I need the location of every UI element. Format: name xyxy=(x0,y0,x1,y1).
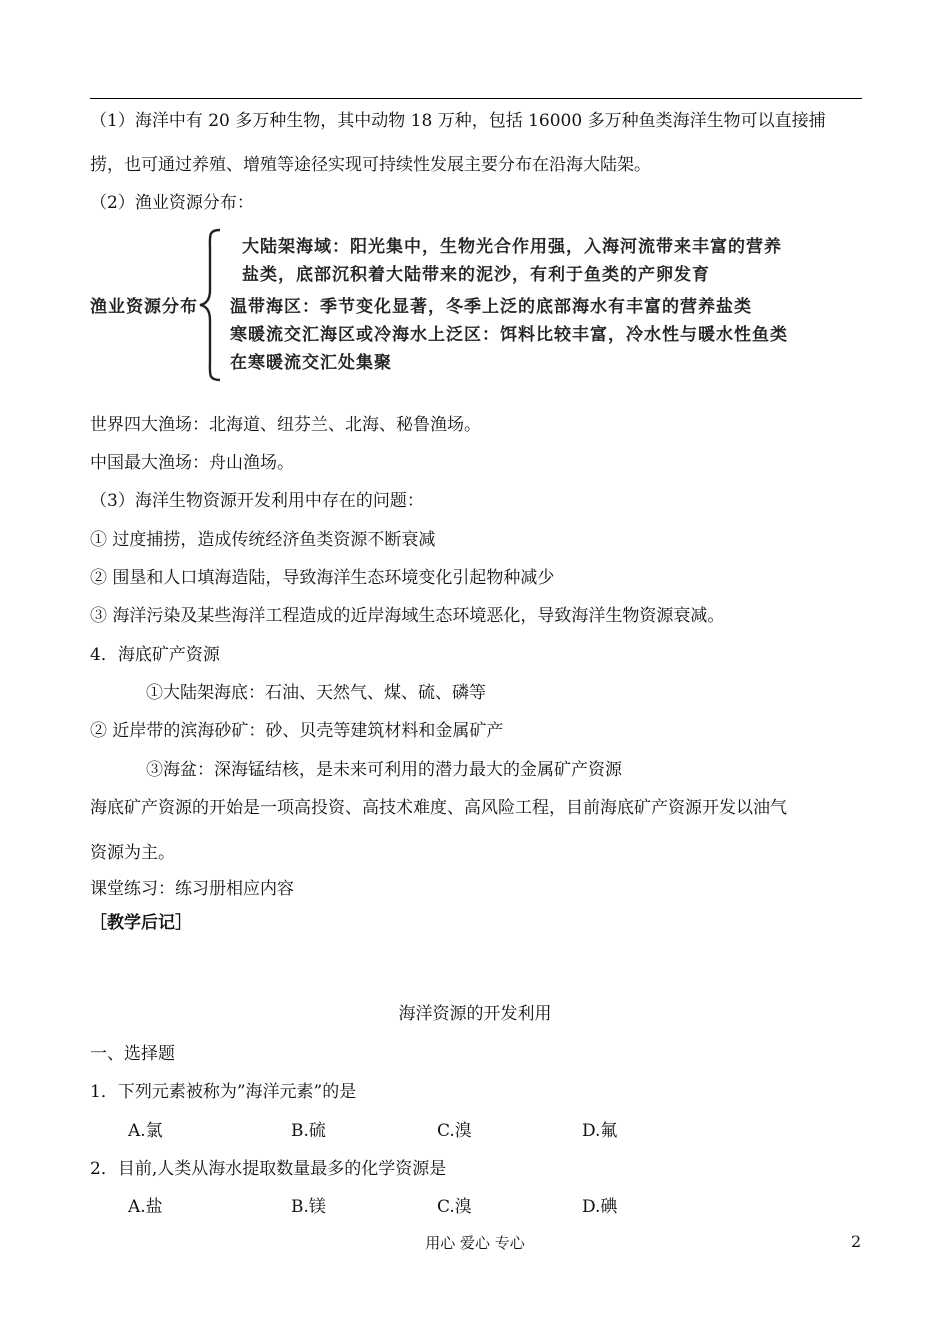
page-number: 2 xyxy=(851,1232,862,1251)
page-footer: 用心 爱心 专心 xyxy=(425,1234,525,1252)
quiz-title: 海洋资源的开发利用 xyxy=(398,1004,552,1024)
paragraph-2-heading: （2）渔业资源分布： xyxy=(90,193,254,213)
mineral-item-1: ①大陆架海底：石油、天然气、煤、硫、磷等 xyxy=(146,683,486,703)
problems-heading: （3）海洋生物资源开发利用中存在的问题： xyxy=(90,491,424,511)
problem-item-1: ① 过度捕捞，造成传统经济鱼类资源不断衰减 xyxy=(90,530,436,550)
mineral-item-3: ③海盆：深海锰结核，是未来可利用的潜力最大的金属矿产资源 xyxy=(146,760,622,780)
paragraph-1-line-1: （1）海洋中有 20 多万种生物，其中动物 18 万种，包括 16000 多万种鱼类海洋生物可以直接捕 xyxy=(90,111,826,131)
q2-option-d: D.碘 xyxy=(582,1197,618,1217)
figure-side-label: 渔业资源分布 xyxy=(90,297,198,317)
china-fishery: 中国最大渔场：舟山渔场。 xyxy=(90,453,294,473)
fishery-distribution-figure xyxy=(90,226,850,384)
q1-option-d: D.氟 xyxy=(582,1121,618,1141)
problem-item-2: ② 围垦和人口填海造陆，导致海洋生态环境变化引起物种减少 xyxy=(90,568,555,588)
q2-option-b: B.镁 xyxy=(291,1197,326,1217)
q1-option-c: C.溴 xyxy=(437,1121,472,1141)
world-fisheries: 世界四大渔场：北海道、纽芬兰、北海、秘鲁渔场。 xyxy=(90,415,481,435)
figure-line-2: 盐类，底部沉积着大陆带来的泥沙，有利于鱼类的产卵发育 xyxy=(242,265,710,285)
figure-line-4: 寒暖流交汇海区或冷海水上泛区：饵料比较丰富，冷水性与暖水性鱼类 xyxy=(230,325,788,345)
figure-line-3: 温带海区：季节变化显著，冬季上泛的底部海水有丰富的营养盐类 xyxy=(230,297,752,317)
question-2: 2．目前,人类从海水提取数量最多的化学资源是 xyxy=(90,1159,447,1179)
q2-option-c: C.溴 xyxy=(437,1197,472,1217)
problem-item-3: ③ 海洋污染及某些海洋工程造成的近岸海域生态环境恶化，导致海洋生物资源衰减。 xyxy=(90,606,725,626)
q1-option-a: A.氯 xyxy=(128,1121,163,1141)
development-line-2: 资源为主。 xyxy=(90,843,175,863)
teaching-notes-heading: ［教学后记］ xyxy=(90,913,192,933)
paragraph-1-line-2: 捞，也可通过养殖、增殖等途径实现可持续性发展主要分布在沿海大陆架。 xyxy=(90,155,651,175)
question-1: 1．下列元素被称为”海洋元素”的是 xyxy=(90,1082,357,1102)
development-line-1: 海底矿产资源的开始是一项高投资、高技术难度、高风险工程，目前海底矿产资源开发以油气 xyxy=(90,798,787,818)
q2-option-a: A.盐 xyxy=(128,1197,163,1217)
practice-note: 课堂练习：练习册相应内容 xyxy=(90,879,294,899)
section-4-heading: 4．海底矿产资源 xyxy=(90,645,220,665)
figure-line-1: 大陆架海域：阳光集中，生物光合作用强，入海河流带来丰富的营养 xyxy=(242,237,782,257)
header-rule xyxy=(90,98,862,99)
mineral-item-2: ② 近岸带的滨海砂矿：砂、贝壳等建筑材料和金属矿产 xyxy=(90,721,504,741)
q1-option-b: B.硫 xyxy=(291,1121,326,1141)
figure-line-5: 在寒暖流交汇处集聚 xyxy=(230,353,392,373)
quiz-section-heading: 一、选择题 xyxy=(90,1044,175,1064)
